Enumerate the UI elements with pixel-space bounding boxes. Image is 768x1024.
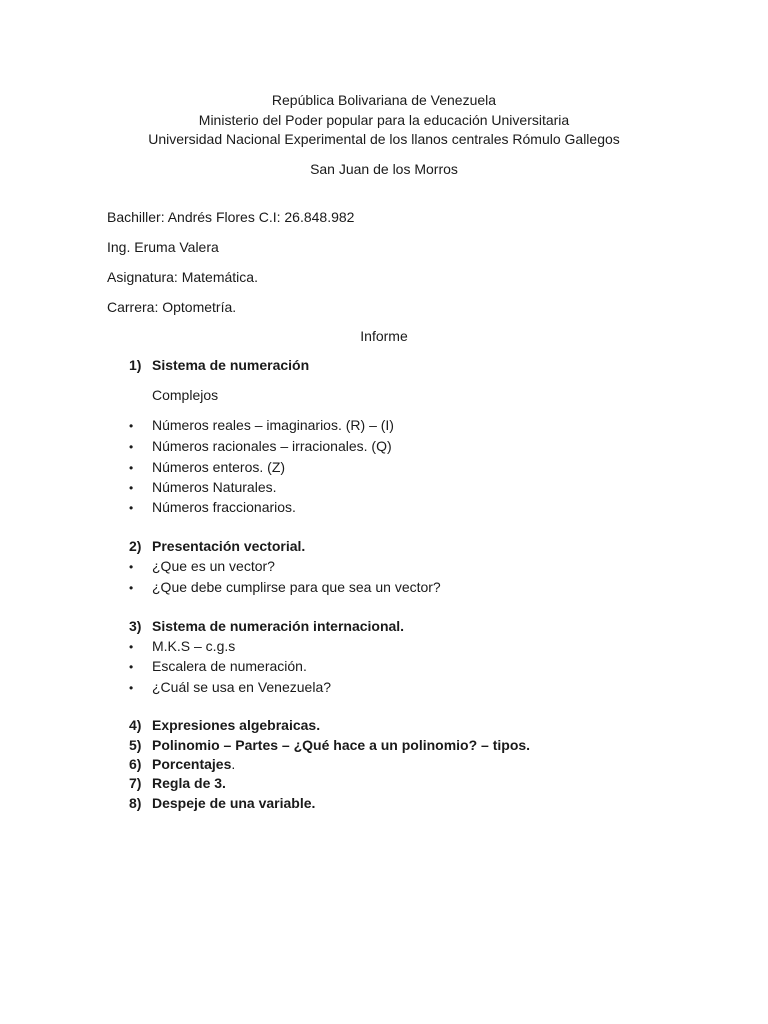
list-item: • ¿Cuál se usa en Venezuela? [129, 679, 332, 695]
section-title: Sistema de numeración [152, 357, 310, 373]
section-title: Presentación vectorial. [152, 538, 306, 554]
item-7-heading [129, 774, 226, 792]
bullet-icon: • [129, 560, 134, 574]
list-item: • Números enteros. (Z) [129, 459, 286, 475]
section-number: 5) [129, 737, 142, 753]
section-title-suffix: . [231, 756, 236, 772]
section-title: Despeje de una variable. [152, 795, 316, 811]
bullet-icon: • [129, 681, 134, 695]
section-title: Polinomio – Partes – ¿Qué hace a un polinomio? – tipos. [152, 737, 531, 753]
header-ministry: Ministerio del Poder popular para la educación Universitaria [198, 112, 570, 128]
list-item: • M.K.S – c.g.s [129, 638, 236, 654]
item-5-heading [129, 736, 530, 754]
bullet-icon: • [129, 501, 134, 515]
item-4-heading [129, 716, 320, 734]
list-item: • Números Naturales. [129, 479, 277, 495]
item-6-heading [129, 755, 235, 773]
list-item: • Números fraccionarios. [129, 499, 296, 515]
section-1-subtitle: Complejos [152, 387, 219, 403]
student-line: Bachiller: Andrés Flores C.I: 26.848.982 [107, 209, 355, 225]
list-item: • Números reales – imaginarios. (R) – (I) [129, 417, 394, 433]
section-number: 1) [129, 357, 142, 373]
section-1-heading [129, 356, 309, 374]
section-title: Sistema de numeración internacional. [152, 618, 405, 634]
section-number: 3) [129, 618, 142, 634]
section-number: 6) [129, 756, 142, 772]
list-item: • ¿Que debe cumplirse para que sea un vector? [129, 579, 441, 595]
bullet-icon: • [129, 660, 134, 674]
section-number: 8) [129, 795, 142, 811]
section-number: 7) [129, 775, 142, 791]
bullet-icon: • [129, 461, 134, 475]
item-8-heading [129, 794, 315, 812]
teacher-line: Ing. Eruma Valera [107, 239, 219, 255]
list-item: • Escalera de numeración. [129, 658, 307, 674]
section-title: Porcentajes [152, 756, 232, 772]
bullet-icon: • [129, 581, 134, 595]
bullet-icon: • [129, 481, 134, 495]
section-3-heading [129, 617, 404, 635]
career-line: Carrera: Optometría. [107, 299, 237, 315]
section-title: Expresiones algebraicas. [152, 717, 321, 733]
bullet-icon: • [129, 419, 134, 433]
list-item: • ¿Que es un vector? [129, 558, 275, 574]
section-title: Regla de 3. [152, 775, 226, 791]
header-university: Universidad Nacional Experimental de los llanos centrales Rómulo Gallegos [148, 131, 620, 147]
section-2-heading [129, 537, 305, 555]
section-number: 4) [129, 717, 142, 733]
header-republic: República Bolivariana de Venezuela [271, 92, 497, 108]
subject-line: Asignatura: Matemática. [107, 269, 258, 285]
report-title: Informe [360, 328, 408, 344]
section-number: 2) [129, 538, 142, 554]
header-city: San Juan de los Morros [310, 161, 458, 177]
bullet-icon: • [129, 440, 134, 454]
bullet-icon: • [129, 640, 134, 654]
list-item: • Números racionales – irracionales. (Q) [129, 438, 392, 454]
